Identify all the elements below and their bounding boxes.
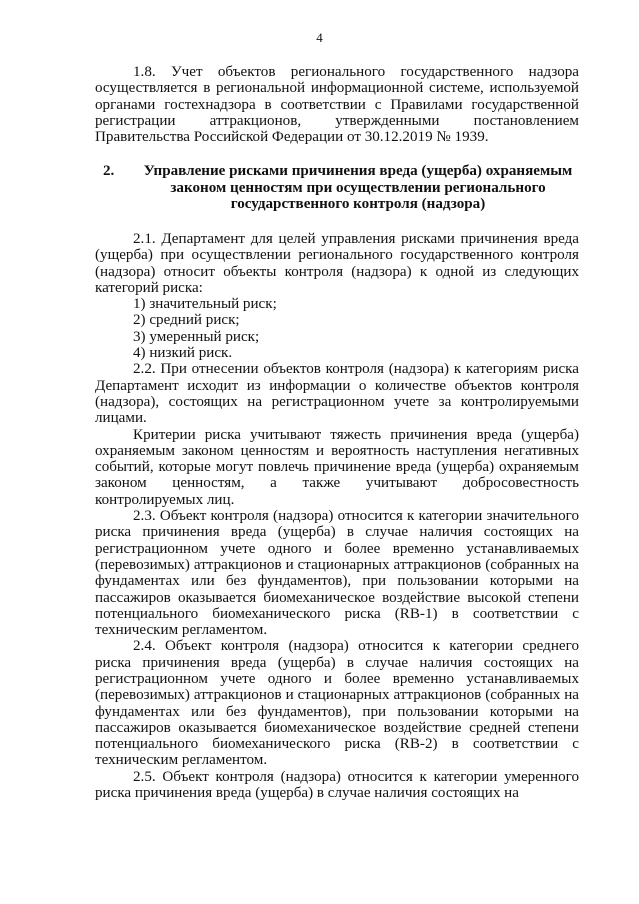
paragraph-2-2: 2.2. При отнесении объектов контроля (надзора) к категориям риска Департамент исходит из информации о количестве объектов контроля (надзора), состоящих на регистрационном учете за контролируемыми лицами. [95,361,579,427]
risk-category-item: 3) умеренный риск; [133,328,260,345]
paragraph-2-5: 2.5. Объект контроля (надзора) относится к категории умеренного риска причинения вреда (ущерба) в случае наличия состоящих на [95,768,579,802]
risk-category-item: 2) средний риск; [133,312,240,329]
section-title: Управление рисками причинения вреда (ущерба) охраняемым законом ценностям при осуществлении регионального государственного контроля (надзора) [143,163,573,213]
risk-category-item: 4) низкий риск. [133,345,233,362]
paragraph-2-3: 2.3. Объект контроля (надзора) относится к категории значительного риска причинения вреда (ущерба) в случае наличия состоящих на регистрационном учете одного и более временно устанавливаемых (перевозимых) аттракционов и стационарных аттракционов (собранных на фундаментах или без фундаментов), при пользовании которыми на пассажиров оказывается биомеханическое воздействие высокой степени потенциального биомеханического риска (RB-1) в соответствии с техническим регламентом. [95,508,579,639]
paragraph-2-4: 2.4. Объект контроля (надзора) относится к категории среднего риска причинения вреда (ущерба) в случае наличия состоящих на регистрационном учете одного и более временно устанавливаемых (перевозимых) аттракционов и стационарных аттракционов (собранных на фундаментах или без фундаментов), при пользовании которыми на пассажиров оказывается биомеханическое воздействие средней степени потенциального биомеханического риска (RB-2) в соответствии с техническим регламентом. [95,638,579,769]
section-heading [95,163,579,213]
risk-category-item: 1) значительный риск; [133,296,277,313]
section-number: 2. [103,163,115,180]
paragraph-criteria: Критерии риска учитывают тяжесть причинения вреда (ущерба) охраняемым законом ценностям и вероятность наступления негативных событий, которые могут повлечь причинение вреда (ущерба) охраняемым законом ценностям, а также учитывают добросовестность контролируемых лиц. [95,426,579,508]
page-number: 4 [316,30,323,45]
paragraph-1-8: 1.8. Учет объектов регионального государственного надзора осуществляется в региональной информационной системе, используемой органами гостехнадзора в соответствии с Правилами государственной регистрации аттракционов, утвержденными постановлением Правительства Российской Федерации от 30.12.2019 № 1939. [95,64,579,146]
paragraph-2-1: 2.1. Департамент для целей управления рисками причинения вреда (ущерба) при осуществлении регионального государственного контроля (надзора) относит объекты контроля (надзора) к одной из следующих категорий риска: [95,230,579,296]
document-body [95,64,579,801]
